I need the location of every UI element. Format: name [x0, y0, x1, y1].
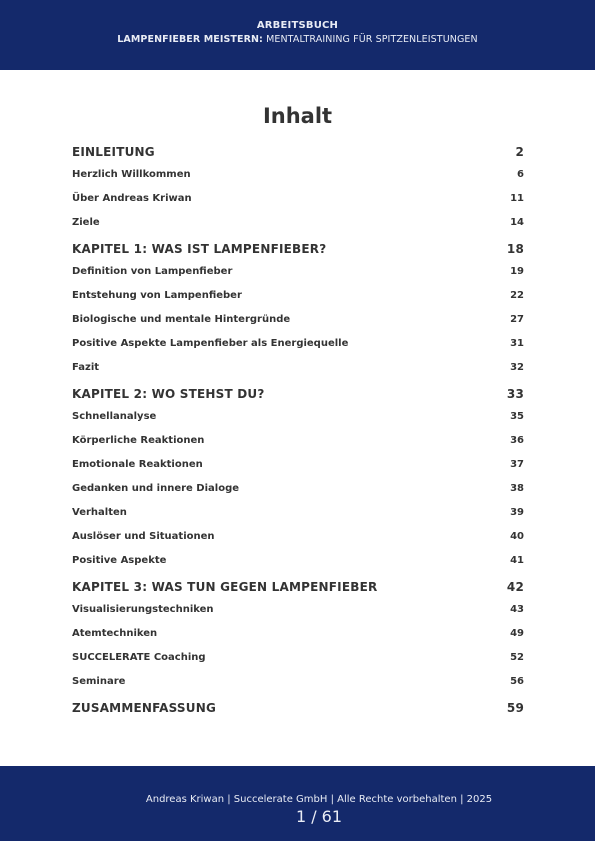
toc-section-entry[interactable]: [72, 266, 524, 277]
header-subtitle-rest: MENTALTRAINING FÜR SPITZENLEISTUNGEN: [262, 34, 478, 45]
toc-entry-label: Fazit: [72, 362, 100, 373]
toc-title: Inhalt: [262, 104, 333, 128]
toc-section-entry[interactable]: [72, 531, 524, 542]
toc-entry-label: Biologische und mentale Hintergründe: [72, 314, 291, 325]
toc-section-entry[interactable]: [72, 652, 524, 663]
toc-entry-label: Über Andreas Kriwan: [72, 193, 192, 204]
toc-entry-page: 37: [510, 459, 524, 470]
toc-entry-label: Positive Aspekte Lampenfieber als Energiequelle: [72, 338, 349, 349]
toc-chapter-entry[interactable]: [72, 580, 524, 594]
toc-section-entry[interactable]: [72, 290, 524, 301]
page-footer: [0, 766, 595, 841]
toc-section-entry[interactable]: [72, 435, 524, 446]
toc-entry-label: Seminare: [72, 676, 126, 687]
header-label: ARBEITSBUCH: [256, 20, 339, 31]
toc-entry-page: 22: [510, 290, 524, 301]
toc-entry-page: 52: [510, 652, 524, 663]
toc-entry-page: 31: [510, 338, 524, 349]
toc-entry-label: Verhalten: [72, 507, 127, 518]
toc-entry-page: 36: [510, 435, 524, 446]
toc-entry-page: 39: [510, 507, 524, 518]
toc-entry-label: KAPITEL 1: WAS IST LAMPENFIEBER?: [72, 242, 327, 256]
toc-section-entry[interactable]: [72, 459, 524, 470]
toc-section-entry[interactable]: [72, 507, 524, 518]
toc-entry-page: 40: [510, 531, 524, 542]
toc-entry-label: Emotionale Reaktionen: [72, 459, 203, 470]
toc-entry-label: Positive Aspekte: [72, 555, 167, 566]
toc-entry-label: EINLEITUNG: [72, 145, 155, 159]
toc-entry-page: 27: [510, 314, 524, 325]
footer-credit: Andreas Kriwan | Succelerate GmbH | Alle Rechte vorbehalten | 2025: [145, 794, 493, 805]
toc-section-entry[interactable]: [72, 411, 524, 422]
toc-section-entry[interactable]: [72, 676, 524, 687]
toc-entry-page: 11: [510, 193, 524, 204]
toc-entry-page: 56: [510, 676, 524, 687]
toc-section-entry[interactable]: [72, 483, 524, 494]
toc-entry-page: 42: [506, 580, 524, 594]
toc-entry-label: SUCCELERATE Coaching: [72, 652, 206, 663]
toc-entry-label: Atemtechniken: [72, 628, 158, 639]
toc-chapter-entry[interactable]: [72, 242, 524, 256]
toc-section-entry[interactable]: [72, 555, 524, 566]
toc-section-entry[interactable]: [72, 169, 524, 180]
toc-entry-page: 59: [506, 701, 524, 715]
toc-entry-page: 14: [510, 217, 524, 228]
toc-section-entry[interactable]: [72, 314, 524, 325]
toc-section-entry[interactable]: [72, 338, 524, 349]
toc-entry-label: Entstehung von Lampenfieber: [72, 290, 242, 301]
toc-entry-page: 33: [506, 387, 524, 401]
toc-entry-page: 43: [510, 604, 524, 615]
toc-section-entry[interactable]: [72, 604, 524, 615]
toc-entry-label: Herzlich Willkommen: [72, 169, 191, 180]
toc-section-entry[interactable]: [72, 628, 524, 639]
toc-entry-page: 35: [510, 411, 524, 422]
toc-chapter-entry[interactable]: [72, 387, 524, 401]
toc-entry-label: ZUSAMMENFASSUNG: [72, 701, 216, 715]
toc-section-entry[interactable]: [72, 217, 524, 228]
toc-chapter-entry[interactable]: [72, 145, 524, 159]
toc-entry-label: Definition von Lampenfieber: [72, 266, 233, 277]
toc-entry-label: Visualisierungstechniken: [72, 604, 214, 615]
toc-chapter-entry[interactable]: [72, 701, 524, 715]
toc-entry-label: KAPITEL 2: WO STEHST DU?: [72, 387, 265, 401]
toc-section-entry[interactable]: [72, 193, 524, 204]
toc-entry-page: 2: [515, 145, 524, 159]
toc-entry-label: Körperliche Reaktionen: [72, 435, 205, 446]
toc-entry-label: Ziele: [72, 217, 100, 228]
toc-entry-page: 49: [510, 628, 524, 639]
page-number: 1 / 61: [295, 807, 343, 826]
toc-entry-page: 18: [506, 242, 524, 256]
toc-entry-page: 6: [517, 169, 524, 180]
toc-entry-page: 32: [510, 362, 524, 373]
toc-entry-label: Gedanken und innere Dialoge: [72, 483, 240, 494]
header-subtitle-bold: LAMPENFIEBER MEISTERN:: [117, 34, 263, 45]
toc-section-entry[interactable]: [72, 362, 524, 373]
header-subtitle: [0, 34, 595, 45]
toc-entry-label: Schnellanalyse: [72, 411, 157, 422]
toc-entry-page: 41: [510, 555, 524, 566]
toc-entry-page: 19: [510, 266, 524, 277]
page-header: [0, 0, 595, 70]
toc-entry-label: KAPITEL 3: WAS TUN GEGEN LAMPENFIEBER: [72, 580, 378, 594]
toc-entry-page: 38: [510, 483, 524, 494]
toc-entry-label: Auslöser und Situationen: [72, 531, 215, 542]
